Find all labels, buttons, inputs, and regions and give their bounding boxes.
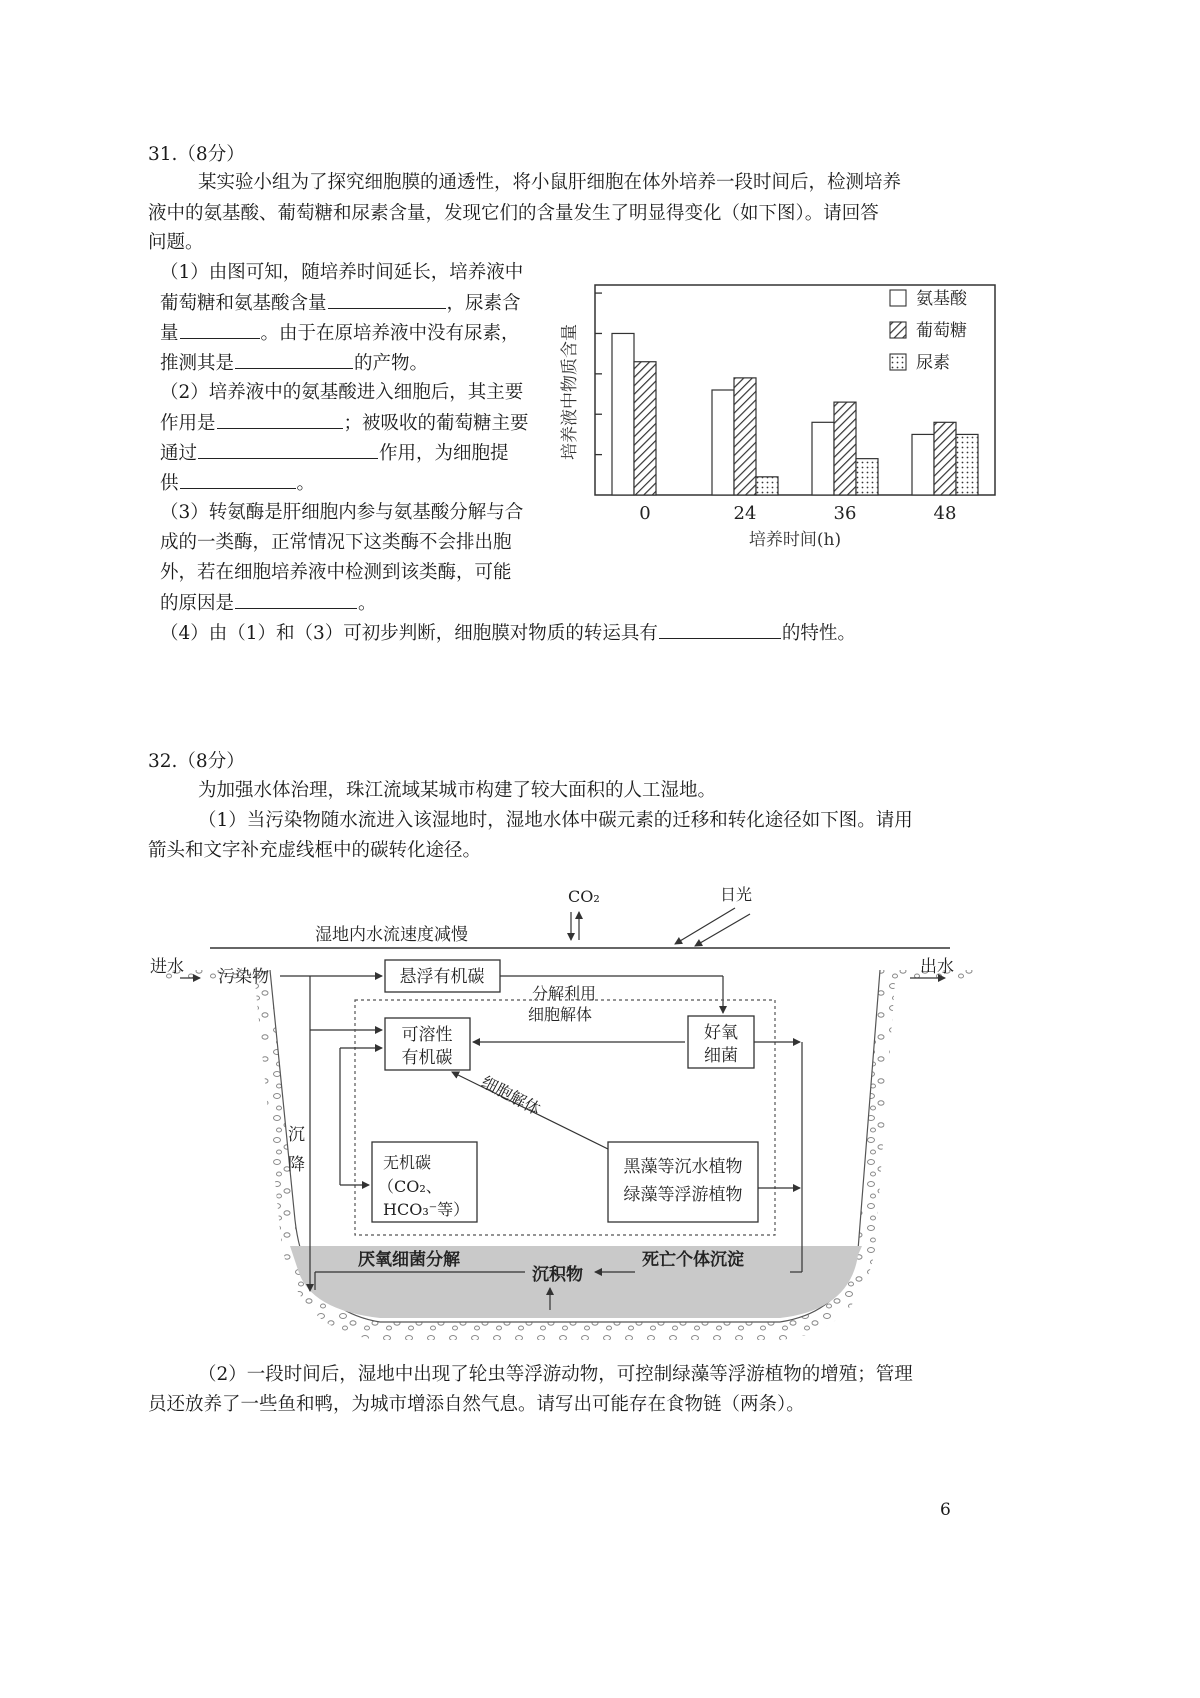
answer-blank[interactable]: [328, 288, 446, 309]
bar: [734, 378, 756, 495]
answer-blank[interactable]: [198, 438, 378, 459]
q32-part1-line-2: 箭头和文字补充虚线框中的碳转化途径。: [148, 840, 482, 861]
q31-part1-line-4: 推测其是 的产物。: [160, 348, 428, 379]
dead-settle-label: 死亡个体沉淀: [642, 1250, 744, 1270]
q31-part2-line-4: 供 。: [160, 468, 315, 499]
bar-chart: [550, 240, 1020, 580]
aquatic-plants-box: [608, 1142, 758, 1222]
q32-intro: 为加强水体治理，珠江流域某城市构建了较大面积的人工湿地。: [198, 780, 717, 801]
legend-swatch: [890, 354, 906, 370]
q31-part1-line-3: 量 。由于在原培养液中没有尿素，: [160, 318, 520, 349]
bar: [634, 362, 656, 495]
q32-part1-line-1: （1）当污染物随水流进入该湿地时，湿地水体中碳元素的迁移和转化途径如下图。请用: [198, 810, 913, 831]
q31-part1-line-1: （1）由图可知，随培养时间延长，培养液中: [160, 262, 524, 283]
inorganic-carbon-label-3: HCO₃⁻等）: [383, 1200, 470, 1219]
cell-lysis-top-label: 细胞解体: [528, 1005, 593, 1024]
anaerobic-label: 厌氧细菌分解: [358, 1250, 460, 1270]
q31-part2-line-3: 通过 作用，为细胞提: [160, 438, 509, 469]
flow-slow-label: 湿地内水流速度减慢: [315, 925, 468, 945]
bar: [834, 402, 856, 495]
answer-blank[interactable]: [180, 468, 296, 489]
cell-lysis-diagonal-label: 细胞解体: [478, 1072, 544, 1119]
bar: [912, 434, 934, 495]
q31-intro-line-1: 某实验小组为了探究细胞膜的通透性，将小鼠肝细胞在体外培养一段时间后，检测培养: [198, 172, 902, 193]
q32-part2-line-1: （2）一段时间后，湿地中出现了轮虫等浮游动物，可控制绿藻等浮游植物的增殖；管理: [198, 1364, 913, 1385]
inflow-label: 进水: [150, 957, 184, 977]
pollutant-label: 污染物: [218, 967, 269, 987]
x-axis-label: 培养时间(h): [748, 530, 842, 550]
co2-label: CO₂: [568, 887, 600, 906]
bar: [712, 390, 734, 495]
q31-part2-line-1: （2）培养液中的氨基酸进入细胞后，其主要: [160, 382, 524, 403]
sunlight-arrow-2: [695, 914, 750, 946]
sunlight-arrow-1: [675, 908, 735, 944]
q31-intro-line-2: 液中的氨基酸、葡萄糖和尿素含量，发现它们的含量发生了明显得变化（如下图）。请回答: [148, 203, 879, 224]
bar: [756, 477, 778, 495]
q31-part3-line-1: （3）转氨酶是肝细胞内参与氨基酸分解与合: [160, 502, 524, 523]
inorganic-carbon-label-1: 无机碳: [383, 1153, 432, 1172]
legend-swatch: [890, 322, 906, 338]
x-tick-label: 0: [639, 503, 651, 524]
legend-label: 葡萄糖: [916, 321, 967, 341]
bar: [812, 422, 834, 495]
answer-blank[interactable]: [235, 588, 357, 609]
soluble-carbon-label-2: 有机碳: [401, 1048, 453, 1068]
q32-heading: 32.（8分）: [148, 751, 245, 772]
q31-part1-line-2: 葡萄糖和氨基酸含量 ，尿素含: [160, 288, 521, 319]
q31-part4: （4）由（1）和（3）可初步判断，细胞膜对物质的转运具有 的特性。: [160, 618, 856, 649]
legend-swatch: [890, 290, 906, 306]
soluble-carbon-label-1: 可溶性: [401, 1025, 453, 1045]
aquatic-plants-label-1: 黑藻等沉水植物: [623, 1157, 743, 1177]
decompose-use-label: 分解利用: [532, 984, 597, 1003]
q31-intro-line-3: 问题。: [148, 232, 204, 253]
x-tick-label: 48: [933, 503, 957, 524]
bar: [856, 459, 878, 495]
sedimentation-char-1: 沉: [288, 1125, 305, 1145]
q31-part2-line-2: 作用是 ；被吸收的葡萄糖主要: [160, 408, 529, 439]
answer-blank[interactable]: [659, 618, 781, 639]
outflow-label: 出水: [920, 957, 954, 977]
x-tick-label: 36: [833, 503, 857, 524]
page-number: 6: [940, 1500, 951, 1520]
answer-blank[interactable]: [235, 348, 353, 369]
aerobic-bacteria-label-2: 细菌: [704, 1046, 738, 1066]
q31-part3-line-2: 成的一类酶，正常情况下这类酶不会排出胞: [160, 532, 512, 553]
bar: [956, 434, 978, 495]
deposit-label: 沉积物: [532, 1265, 583, 1285]
suspended-carbon-label: 悬浮有机碳: [399, 967, 485, 987]
answer-blank[interactable]: [180, 318, 260, 339]
q31-part3-line-4: 的原因是 。: [160, 588, 377, 619]
bar: [934, 422, 956, 495]
bar: [612, 333, 634, 495]
sedimentation-char-2: 降: [288, 1155, 305, 1175]
wetland-carbon-diagram: [140, 870, 1000, 1355]
sunlight-label: 日光: [720, 885, 753, 904]
inorganic-carbon-label-2: （CO₂、: [378, 1177, 442, 1196]
y-axis-label: 培养液中物质含量: [560, 324, 580, 460]
q31-heading: 31.（8分）: [148, 144, 245, 165]
aquatic-plants-label-2: 绿藻等浮游植物: [623, 1185, 743, 1205]
answer-blank[interactable]: [217, 408, 343, 429]
aerobic-bacteria-label-1: 好氧: [704, 1023, 738, 1043]
legend-label: 尿素: [916, 353, 950, 373]
legend-label: 氨基酸: [916, 289, 967, 309]
q31-part3-line-3: 外，若在细胞培养液中检测到该类酶，可能: [160, 562, 512, 583]
q32-part2-line-2: 员还放养了一些鱼和鸭，为城市增添自然气息。请写出可能存在食物链（两条）。: [148, 1394, 805, 1415]
x-tick-label: 24: [733, 503, 757, 524]
